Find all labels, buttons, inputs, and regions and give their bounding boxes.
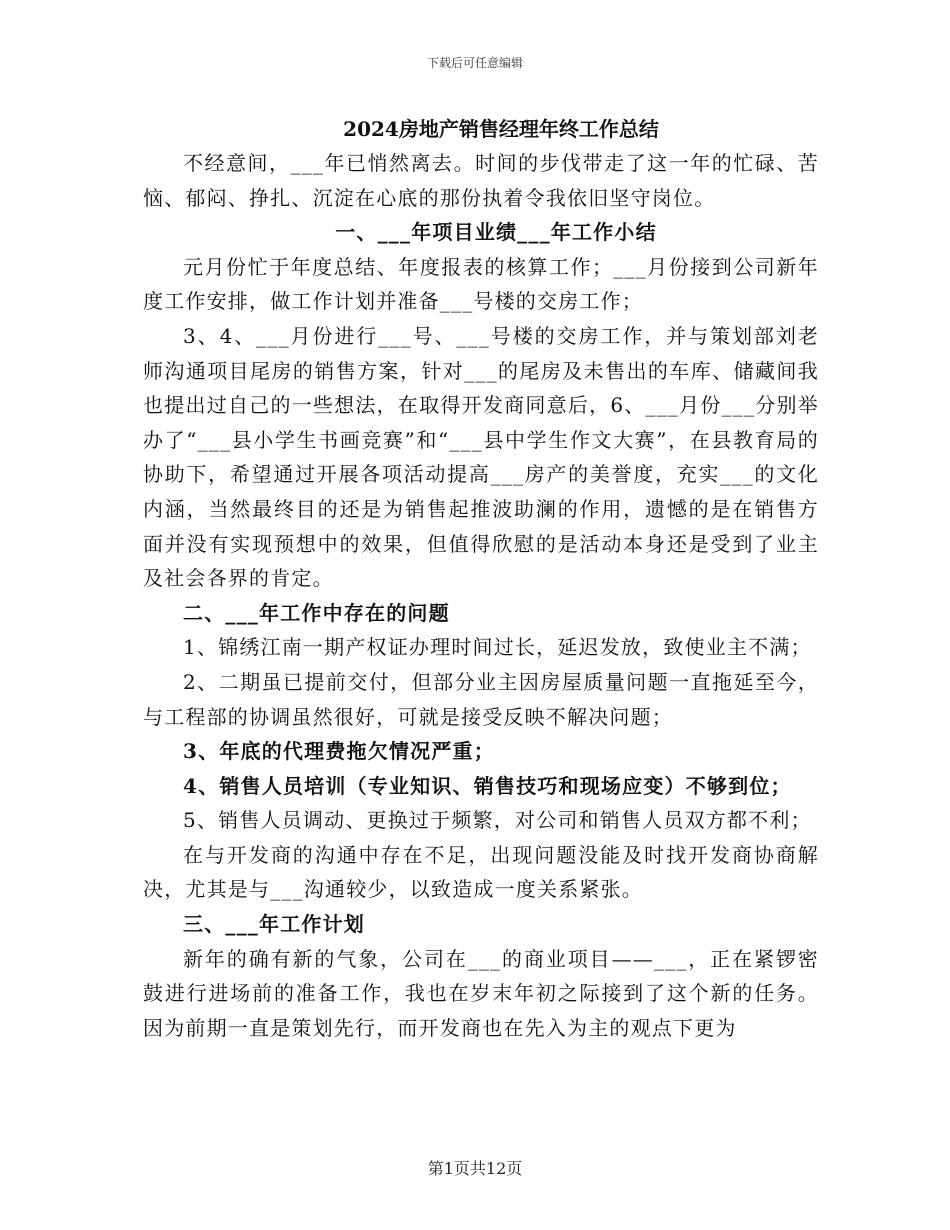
section2-item-3: 3、年底的代理费拖欠情况严重；: [183, 739, 495, 764]
document-title: 2024房地产销售经理年终工作总结: [343, 117, 659, 141]
section2-item-2: 2、二期虽已提前交付，但部分业主因房屋质量问题一直拖延至今，与工程部的协调虽然很好，可就是接受反映不解决问题；: [143, 669, 819, 729]
section2-item-4: 4、销售人员培训（专业知识、销售技巧和现场应变）不够到位；: [183, 773, 792, 798]
section2-item-5: 5、销售人员调动、更换过于频繁，对公司和销售人员双方都不利；: [183, 808, 812, 833]
section3-paragraph-1: 新年的确有新的气象，公司在___的商业项目——___，正在紧锣密鼓进行进场前的准备工作，我也在岁末年初之际接到了这个新的任务。因为前期一直是策划先行，而开发商也在先入为主的观点下更为: [143, 946, 819, 1040]
section2-heading: 二、___年工作中存在的问题: [183, 600, 450, 625]
page-number: 第1页共12页: [427, 1159, 523, 1178]
section1-heading: 一、___年项目业绩___年工作小结: [335, 220, 657, 245]
header-note: 下载后可任意编辑: [426, 56, 523, 70]
section1-paragraph-2: 3、4、___月份进行___号、___号楼的交房工作，并与策划部刘老师沟通项目尾房的销售方案，针对___的尾房及未售出的车库、储藏间我也提出过自己的一些想法，在取得开发商同意后，6、___月份___分别举办了“___县小学生书画竞赛”和“___县中学生作文大赛”，在县教育局的协助下，希望通过开展各项活动提高___房产的美誉度，充实___的文化内涵，当然最终目的还是为销售起推波助澜的作用，遗憾的是在销售方面并没有实现预想中的效果，但值得欣慰的是活动本身还是受到了业主及社会各界的肯定。: [143, 323, 819, 591]
section2-extra-paragraph: 在与开发商的沟通中存在不足，出现问题没能及时找开发商协商解决，尤其是与___沟通较少，以致造成一度关系紧张。: [143, 842, 819, 902]
intro-paragraph: 不经意间，___年已悄然离去。时间的步伐带走了这一年的忙碌、苦恼、郁闷、挣扎、沉淀在心底的那份执着令我依旧坚守岗位。: [143, 151, 819, 210]
section2-item-1: 1、锦绣江南一期产权证办理时间过长，延迟发放，致使业主不满；: [183, 635, 812, 660]
section1-paragraph-1: 元月份忙于年度总结、年度报表的核算工作；___月份接到公司新年度工作安排，做工作计划并准备___号楼的交房工作；: [143, 254, 819, 314]
document-body: [143, 112, 819, 1045]
section3-heading: 三、___年工作计划: [183, 912, 365, 937]
